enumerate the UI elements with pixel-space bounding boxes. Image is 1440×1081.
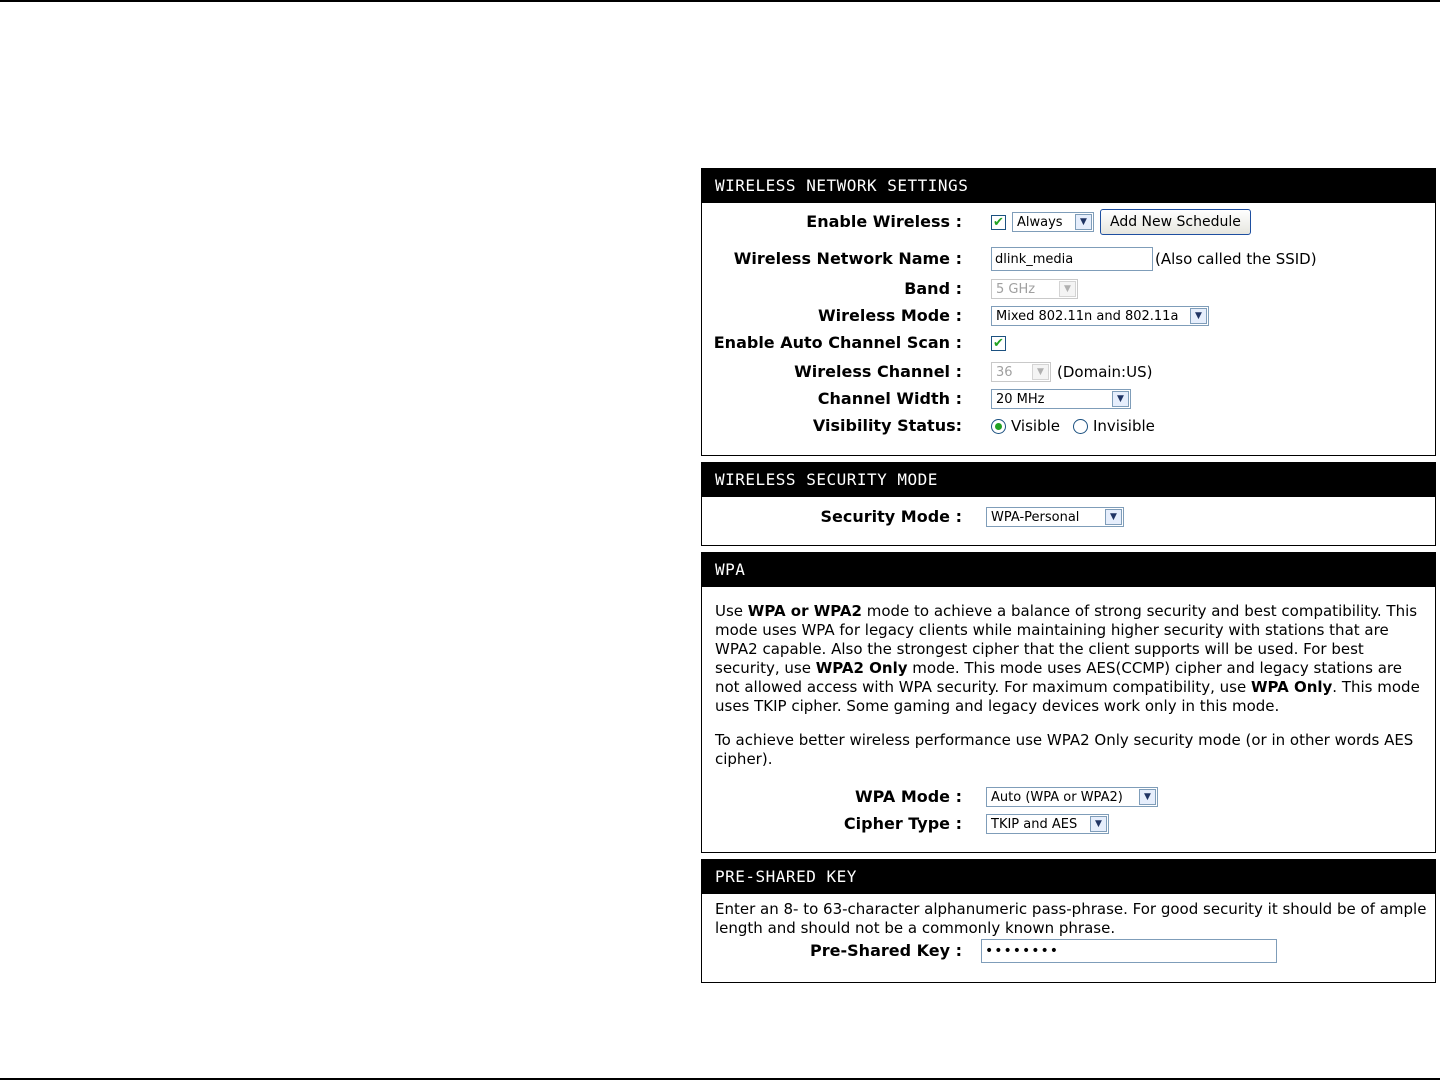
wpa-description-text: . This mode uses TKIP cipher. Some gaming and legacy devices work only in this mode. (715, 678, 1420, 715)
wpa2-only-term: WPA2 Only (815, 659, 908, 677)
check-icon: ✔ (993, 335, 1004, 351)
chevron-down-icon: ▼ (1059, 281, 1076, 297)
wireless-security-mode-panel (701, 462, 1436, 546)
bottom-divider (0, 1078, 1440, 1080)
band-label: Band : (904, 279, 962, 298)
section-header: WIRELESS NETWORK SETTINGS (702, 169, 1435, 203)
chevron-down-icon: ▼ (1139, 789, 1156, 805)
cipher-type-value: TKIP and AES (991, 816, 1078, 832)
wireless-mode-row (702, 303, 1435, 329)
enable-wireless-row (702, 209, 1435, 235)
pre-shared-key-input[interactable]: •••••••• (981, 939, 1277, 963)
cipher-type-label: Cipher Type : (843, 814, 962, 833)
pre-shared-key-description: Enter an 8- to 63-character alphanumeric pass-phrase. For good security it should be of ample length and should not be a commonly known phrase. (715, 900, 1427, 937)
pre-shared-key-row (702, 938, 1435, 964)
band-row (702, 276, 1435, 302)
channel-domain: (Domain:US) (1057, 363, 1153, 381)
auto-channel-checkbox[interactable] (991, 336, 1006, 351)
wireless-channel-value: 36 (996, 364, 1013, 380)
invisible-radio[interactable] (1073, 419, 1088, 434)
wpa-panel (701, 552, 1436, 853)
security-mode-row (702, 504, 1435, 530)
channel-width-label: Channel Width : (817, 389, 962, 408)
schedule-value: Always (1017, 214, 1063, 230)
enable-wireless-label: Enable Wireless : (806, 212, 962, 231)
channel-width-row (702, 386, 1435, 412)
wireless-channel-row (702, 359, 1435, 385)
schedule-select[interactable] (1012, 212, 1094, 232)
wireless-channel-select[interactable] (991, 362, 1051, 382)
network-name-label: Wireless Network Name : (733, 249, 962, 268)
section-header: WIRELESS SECURITY MODE (702, 463, 1435, 497)
band-select[interactable] (991, 279, 1078, 299)
wpa-only-term: WPA Only (1250, 678, 1333, 696)
enable-wireless-checkbox[interactable] (991, 215, 1006, 230)
chevron-down-icon: ▼ (1112, 391, 1129, 407)
visibility-label: Visibility Status: (812, 416, 962, 435)
ssid-hint: (Also called the SSID) (1155, 250, 1317, 268)
security-mode-label: Security Mode : (820, 507, 962, 526)
auto-channel-label: Enable Auto Channel Scan : (713, 333, 962, 352)
security-mode-value: WPA-Personal (991, 509, 1080, 525)
network-name-input[interactable]: dlink_media (991, 247, 1153, 271)
check-icon: ✔ (993, 214, 1004, 230)
wpa-mode-term: WPA or WPA2 (747, 602, 862, 620)
wireless-mode-label: Wireless Mode : (817, 306, 962, 325)
invisible-radio-label: Invisible (1093, 417, 1155, 435)
visible-radio[interactable] (991, 419, 1006, 434)
channel-width-select[interactable] (991, 389, 1131, 409)
wpa-description-text: mode. This mode uses AES(CCMP) cipher and legacy stations are not allowed access with WPA security. For maximum compatibility, use (715, 659, 1402, 696)
radio-selected-dot (995, 423, 1002, 430)
chevron-down-icon: ▼ (1075, 214, 1092, 230)
chevron-down-icon: ▼ (1105, 509, 1122, 525)
chevron-down-icon: ▼ (1090, 816, 1107, 832)
chevron-down-icon: ▼ (1032, 364, 1049, 380)
network-name-row (702, 246, 1435, 272)
wpa-performance-note: To achieve better wireless performance use WPA2 Only security mode (or in other words AES cipher). (715, 731, 1414, 768)
pre-shared-key-label: Pre-Shared Key : (810, 941, 962, 960)
section-header: WPA (702, 553, 1435, 587)
wpa-mode-row (702, 784, 1435, 810)
wireless-network-settings-panel (701, 168, 1436, 456)
wpa-mode-select[interactable] (986, 787, 1158, 807)
section-header: PRE-SHARED KEY (702, 860, 1435, 894)
chevron-down-icon: ▼ (1190, 308, 1207, 324)
visibility-row (702, 413, 1435, 439)
band-value: 5 GHz (996, 281, 1036, 297)
wpa-description-text: mode to achieve a balance of strong security and best compatibility. This mode uses WPA for legacy clients while maintaining higher security with stations that are WPA2 capable. Also the strongest cipher that the client supports will be used. For best security, use (715, 602, 1418, 677)
wireless-mode-value: Mixed 802.11n and 802.11a (996, 308, 1179, 324)
add-new-schedule-button[interactable]: Add New Schedule (1100, 209, 1251, 235)
cipher-type-row (702, 811, 1435, 837)
channel-width-value: 20 MHz (996, 391, 1045, 407)
wireless-mode-select[interactable] (991, 306, 1209, 326)
top-divider (0, 0, 1440, 2)
wpa-mode-value: Auto (WPA or WPA2) (991, 789, 1123, 805)
wpa-mode-label: WPA Mode : (854, 787, 962, 806)
pre-shared-key-panel (701, 859, 1436, 983)
wpa-description-text: Use (715, 602, 748, 620)
auto-channel-row (702, 330, 1435, 356)
wpa-description (715, 602, 1427, 716)
wireless-channel-label: Wireless Channel : (794, 362, 962, 381)
security-mode-select[interactable] (986, 507, 1124, 527)
visible-radio-label: Visible (1011, 417, 1060, 435)
cipher-type-select[interactable] (986, 814, 1109, 834)
